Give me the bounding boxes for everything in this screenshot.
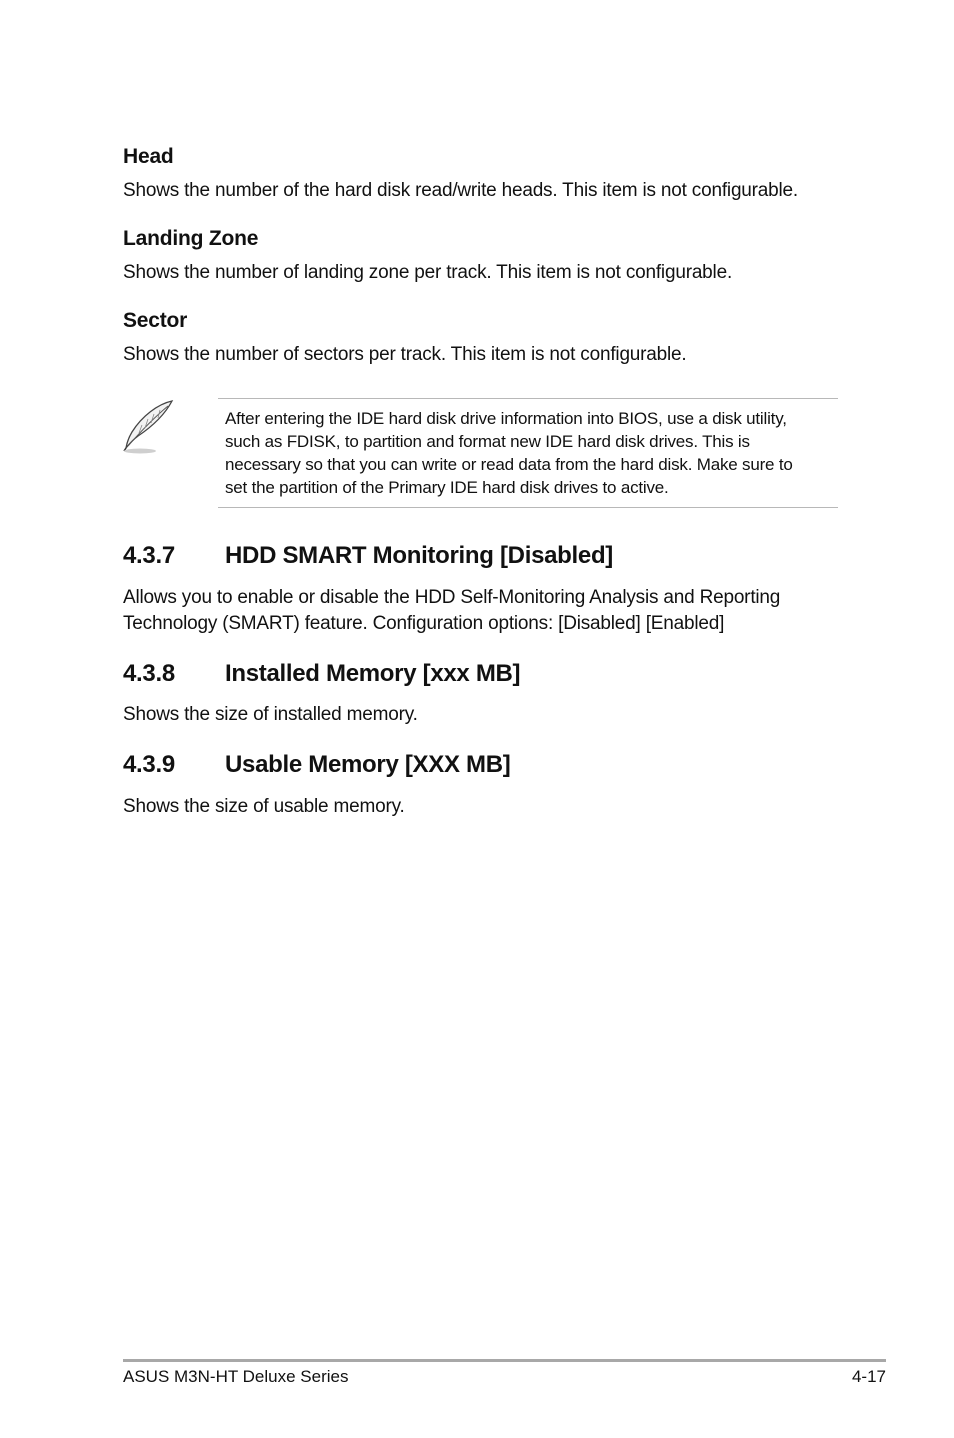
note-text <box>225 407 830 499</box>
section-title: Usable Memory [XXX MB] <box>225 751 511 778</box>
note-line: necessary so that you can write or read data from the hard disk. Make sure to <box>225 455 793 474</box>
landing-zone-description: Shows the number of landing zone per track. This item is not configurable. <box>123 262 733 283</box>
note-bottom-rule <box>218 507 838 508</box>
text-line: Shows the size of installed memory. <box>123 704 418 725</box>
sector-description: Shows the number of sectors per track. This item is not configurable. <box>123 344 687 365</box>
section-heading-installed-memory <box>123 660 520 688</box>
heading-landing-zone: Landing Zone <box>123 227 259 250</box>
section-title: HDD SMART Monitoring [Disabled] <box>225 542 614 569</box>
text-line: Technology (SMART) feature. Configuration options: [Disabled] [Enabled] <box>123 613 725 634</box>
section-text-usable-memory <box>123 794 405 820</box>
text-line: Shows the size of usable memory. <box>123 796 405 817</box>
text-line: Allows you to enable or disable the HDD Self-Monitoring Analysis and Reporting <box>123 587 781 608</box>
section-heading-usable-memory <box>123 751 510 779</box>
section-number: 4.3.7 <box>123 542 175 569</box>
note-line: set the partition of the Primary IDE hard disk drives to active. <box>225 478 669 497</box>
section-number: 4.3.8 <box>123 660 175 687</box>
note-top-rule <box>218 398 838 399</box>
section-heading-hdd-smart <box>123 542 613 570</box>
footer-page-number: 4-17 <box>851 1367 886 1386</box>
section-text-installed-memory <box>123 702 418 728</box>
section-title: Installed Memory [xxx MB] <box>225 660 521 687</box>
footer-product-name: ASUS M3N-HT Deluxe Series <box>123 1367 349 1386</box>
heading-head: Head <box>123 145 174 168</box>
section-number: 4.3.9 <box>123 751 175 778</box>
section-text-hdd-smart <box>123 585 780 637</box>
footer-rule <box>123 1359 886 1362</box>
note-line: such as FDISK, to partition and format new IDE hard disk drives. This is <box>225 432 750 451</box>
note-line: After entering the IDE hard disk drive information into BIOS, use a disk utility, <box>225 409 787 428</box>
head-description: Shows the number of the hard disk read/write heads. This item is not configurable. <box>123 180 799 201</box>
feather-pen-icon <box>120 398 178 456</box>
heading-sector: Sector <box>123 309 188 332</box>
